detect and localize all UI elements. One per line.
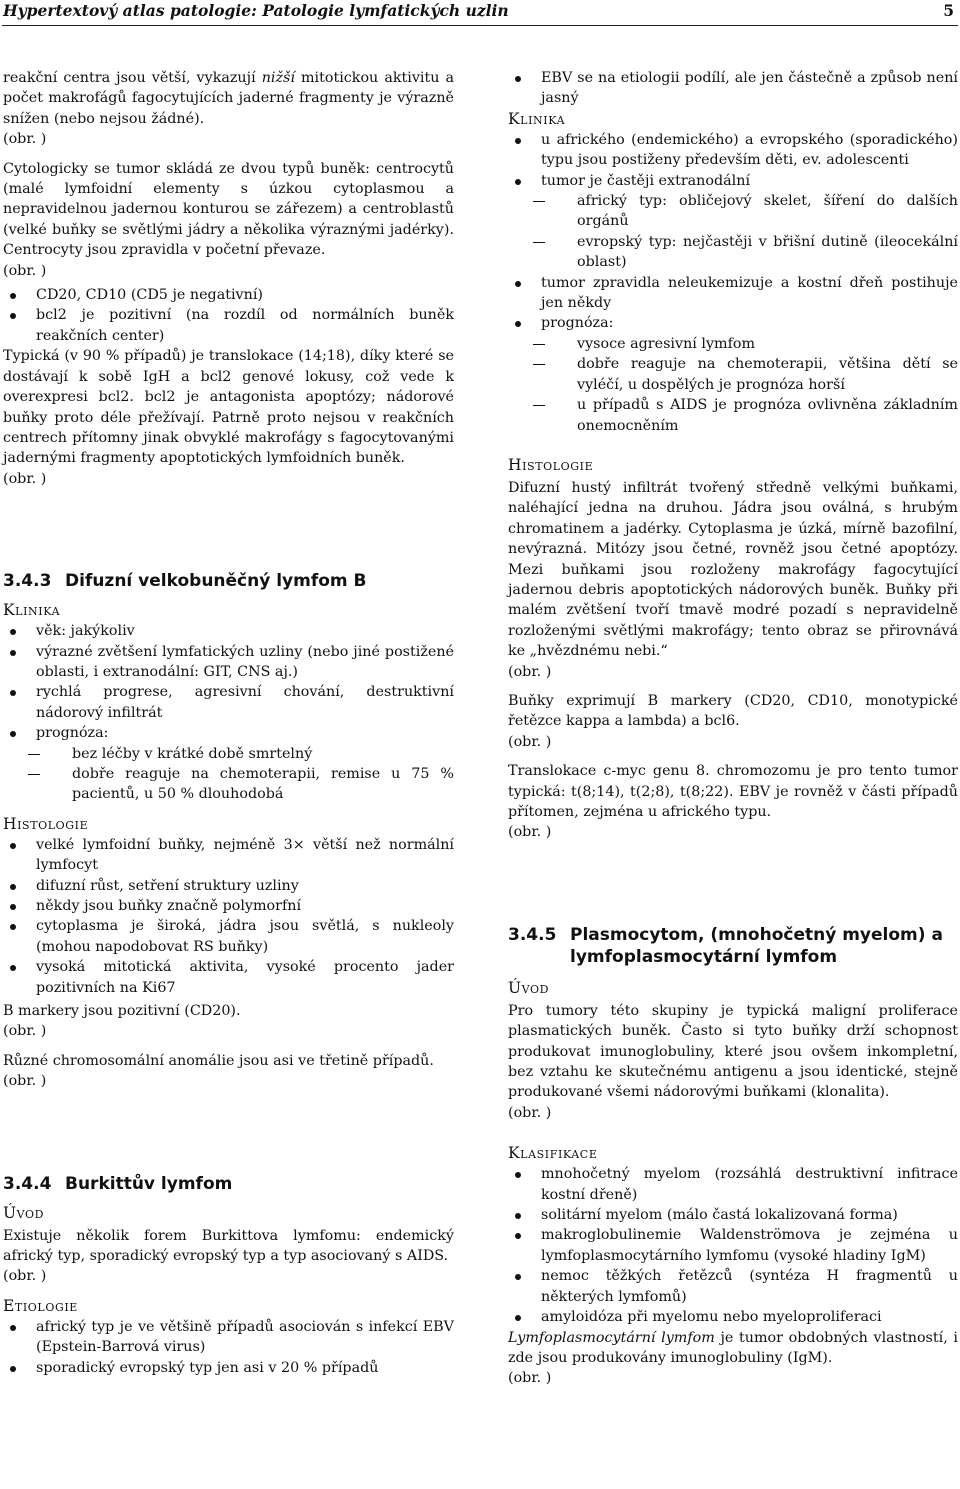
klinika-list: [3, 621, 454, 805]
figure-ref[interactable]: (obr. ): [508, 1370, 552, 1387]
figure-ref[interactable]: (obr. ): [3, 131, 47, 148]
list-item: nemoc těžkých řetězců (syntéza H fragmentů u některých lymfomů): [508, 1266, 958, 1307]
list-item: prognóza: bez léčby v krátké době smrtelný dobře reaguje na chemoterapii, remise u 75 % pacientů, u 50 % dlouhodobá: [3, 723, 454, 805]
figure-ref[interactable]: (obr. ): [3, 1268, 47, 1285]
paragraph-translocation: Translokace c-myc genu 8. chromozomu je pro tento tumor typická: t(8;14), t(2;8), t(8;22). EBV je rovněž v části případů přítomen, zejména u afrického typu.: [508, 763, 958, 820]
list-item: u afrického (endemického) a evropského (sporadického) typu jsou postiženy především děti, ev. adolescenti: [508, 130, 958, 171]
section-heading-3-4-3: 3.4.3 Difuzní velkobuněčný lymfom B: [3, 571, 367, 592]
paragraph-intro: reakční centra jsou větší, vykazují nižší mitotickou aktivitu a počet makrofágů fagocytujících jaderné fragmenty je výrazně snížen (nebo nejsou žádné).: [3, 70, 454, 127]
subheading-uvod: Úvod: [3, 1203, 45, 1222]
sublist-item: africký typ: obličejový skelet, šíření do dalších orgánů: [508, 191, 958, 232]
list-item: vysoká mitotická aktivita, vysoké procento jader pozitivních na Ki67: [3, 957, 454, 998]
list-item: mnohočetný myelom (rozsáhlá destruktivní infitrace kostní dřeně): [508, 1164, 958, 1205]
list-item: solitární myelom (málo častá lokalizovaná forma): [508, 1205, 958, 1225]
list-item: někdy jsou buňky značně polymorfní: [3, 896, 454, 916]
running-title: Hypertextový atlas patologie: Patologie lymfatických uzlin: [3, 1, 509, 20]
header-rule: [2, 25, 958, 26]
subheading-etiologie: Etiologie: [3, 1296, 78, 1315]
subheading-histologie: Histologie: [508, 455, 594, 474]
etiologie-list: [3, 1317, 454, 1378]
paragraph-markers: Buňky exprimují B markery (CD20, CD10, monotypické řetězce kappa a lambda) a bcl6.: [508, 692, 958, 730]
sublist-item: evropský typ: nejčastěji v břišní dutině (ileocekální oblast): [508, 232, 958, 273]
figure-ref[interactable]: (obr. ): [3, 1073, 47, 1090]
paragraph-translocation: Typická (v 90 % případů) je translokace (14;18), díky které se dostávají k sobě IgH a bcl2 genové lokusy, což vede k overexpresi bcl2. bcl2 je antagonista apoptózy; nádorové buňky proto déle přežívají. Patrně proto nejsou v reakčních centrech přítomny jinak obvyklé makrofágy s fagocytovanými jadernými fragmenty apoptotických lymfoidních buněk.: [3, 348, 454, 467]
subheading-uvod: Úvod: [508, 978, 550, 997]
list-item: EBV se na etiologii podílí, ale jen částečně a způsob není jasný: [508, 68, 958, 109]
right-column: [508, 68, 958, 1389]
list-item: výrazné zvětšení lymfatických uzliny (nebo jiné postižené oblasti, i extranodální: GIT, CNS aj.): [3, 642, 454, 683]
klasifikace-list: [508, 1164, 958, 1327]
sublist-item: vysoce agresivní lymfom: [508, 334, 958, 354]
list-item: prognóza: vysoce agresivní lymfom dobře reaguje na chemoterapii, většina dětí se vyléčí, u dospělých je prognóza horší u případů s AIDS je prognóza ovlivněna základním onemocněním: [508, 313, 958, 435]
figure-ref[interactable]: (obr. ): [508, 733, 552, 750]
figure-ref[interactable]: (obr. ): [3, 1023, 47, 1040]
list-item: bcl2 je pozitivní (na rozdíl od normálních buněk reakčních center): [3, 305, 454, 346]
figure-ref[interactable]: (obr. ): [3, 470, 47, 487]
list-item: věk: jakýkoliv: [3, 621, 454, 641]
sublist-item: bez léčby v krátké době smrtelný: [3, 744, 454, 764]
list-item: amyloidóza při myelomu nebo myeloproliferaci: [508, 1307, 958, 1327]
list-item: rychlá progrese, agresivní chování, destruktivní nádorový infiltrát: [3, 682, 454, 723]
list-item: africký typ je ve většině případů asociován s infekcí EBV (Epstein-Barrová virus): [3, 1317, 454, 1358]
figure-ref[interactable]: (obr. ): [508, 663, 552, 680]
paragraph-plasmocytoma-intro: Pro tumory této skupiny je typická maligní proliferace plasmatických buněk. Často si tyto buňky drží schopnost produkovat imunoglobuliny, které jsou ovšem inkompletní, bez vztahu ke skutečnému antigenu a jsou identické, stejně produkované všemi nádorovými buňkami (klonalita).: [508, 1002, 958, 1101]
list-item: CD20, CD10 (CD5 je negativní): [3, 285, 454, 305]
klinika-list: [508, 130, 958, 436]
paragraph-b-markers: B markery jsou pozitivní (CD20).: [3, 1003, 241, 1020]
figure-ref[interactable]: (obr. ): [508, 1104, 552, 1121]
list-item: difuzní růst, setření struktury uzliny: [3, 876, 454, 896]
paragraph-lymfoplasmocytic: Lymfoplasmocytární lymfom je tumor obdobných vlastností, i zde jsou produkovány imunoglobuliny (IgM).: [508, 1329, 958, 1366]
subheading-klinika: Klinika: [508, 109, 566, 128]
marker-list: [3, 285, 454, 346]
page-number: 5: [943, 1, 954, 20]
sublist-item: dobře reaguje na chemoterapii, remise u 75 % pacientů, u 50 % dlouhodobá: [3, 764, 454, 805]
figure-ref[interactable]: (obr. ): [508, 824, 552, 841]
list-item: makroglobulinemie Waldenströmova je zejména u lymfoplasmocytárního lymfomu (vysoké hladiny IgM): [508, 1225, 958, 1266]
paragraph-burkitt-histology: Difuzní hustý infiltrát tvořený středně velkými buňkami, naléhající jedna na druhou. Jádra jsou oválná, s hrubým chromatinem a jadérky. Cytoplasma je úzká, mírně bazofilní, nevýrazná. Mitózy jsou četné, rovněž jsou četné apoptózy. Mezi buňkami jsou rozloženy makrofágy fagocytující jadernou debris apoptotických nádorových buněk. Buňky při malém zvětšení tvoří tmavě modré pozadí s nepravidelně rozloženými světlými makrofágy; tento obraz se přirovnává ke „hvězdnému nebi.“: [508, 479, 958, 660]
subheading-klasifikace: Klasifikace: [508, 1144, 598, 1163]
paragraph-burkitt-intro: Existuje několik forem Burkittova lymfomu: endemický africký typ, sporadický evropský typ a typ asociovaný s AIDS.: [3, 1227, 454, 1265]
prognosis-sublist: [508, 334, 958, 436]
list-item: tumor zpravidla neleukemizuje a kostní dřeň postihuje jen někdy: [508, 273, 958, 314]
paragraph-chromosomal: Různé chromosomální anomálie jsou asi ve třetině případů.: [3, 1052, 434, 1069]
subheading-histologie: Histologie: [3, 814, 89, 833]
left-column: [3, 68, 454, 1378]
etiologie-list-continued: [508, 68, 958, 109]
list-item: cytoplasma je široká, jádra jsou světlá, s nukleoly (mohou napodobovat RS buňky): [3, 916, 454, 957]
list-item: tumor je častěji extranodální africký typ: obličejový skelet, šíření do dalších orgánů evropský typ: nejčastěji v břišní dutině (ileocekální oblast): [508, 171, 958, 273]
section-heading-3-4-5: 3.4.5 Plasmocytom, (mnohočetný myelom) a lymfoplasmocytární lymfom: [508, 924, 943, 967]
prognosis-sublist: [3, 744, 454, 805]
paragraph-cytology: Cytologicky se tumor skládá ze dvou typů buněk: centrocytů (malé lymfoidní elementy s úzkou cytoplasmou a nepravidelnou jadernou konturou se zářezem) a centroblastů (velké buňky se světlými jádry a několika výraznými jadérky). Centrocyty jsou zpravidla v početní převaze.: [3, 160, 454, 259]
section-heading-3-4-4: 3.4.4 Burkittův lymfom: [3, 1173, 233, 1194]
sublist-item: dobře reaguje na chemoterapii, většina dětí se vyléčí, u dospělých je prognóza horší: [508, 354, 958, 395]
list-item: velké lymfoidní buňky, nejméně 3× větší než normální lymfocyt: [3, 835, 454, 876]
sublist-item: u případů s AIDS je prognóza ovlivněna základním onemocněním: [508, 395, 958, 436]
histologie-list: [3, 835, 454, 998]
page-header: [0, 0, 960, 24]
list-item: sporadický evropský typ jen asi v 20 % případů: [3, 1358, 454, 1378]
localisation-sublist: [508, 191, 958, 273]
subheading-klinika: Klinika: [3, 601, 61, 620]
figure-ref[interactable]: (obr. ): [3, 262, 47, 279]
